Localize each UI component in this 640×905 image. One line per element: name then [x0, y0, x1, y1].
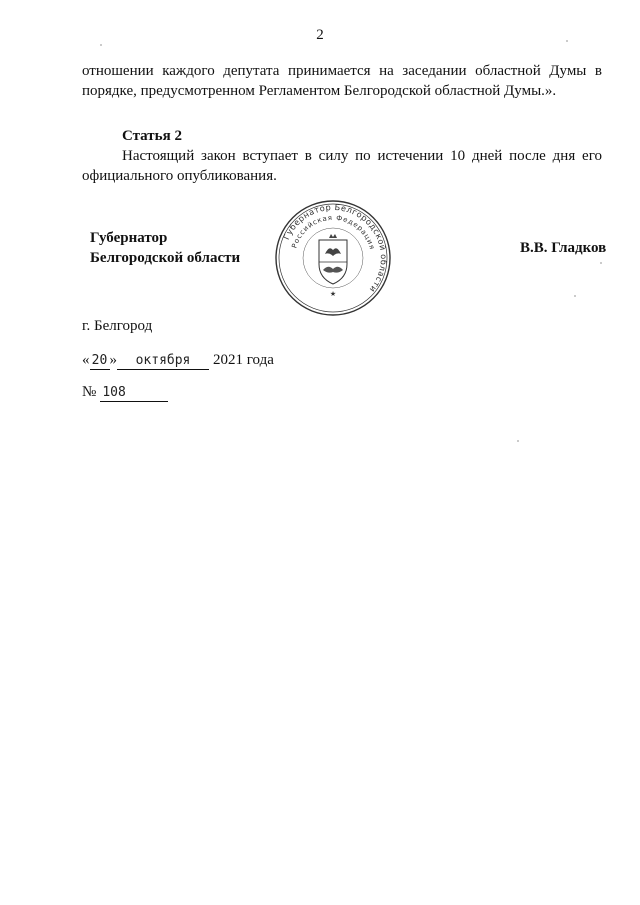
signer-title [90, 228, 240, 268]
date-open-quote: « [82, 352, 90, 368]
scan-speck [100, 44, 102, 46]
scan-speck [566, 40, 568, 42]
date-close-quote: » [109, 352, 117, 368]
signer-title-line1: Губернатор [90, 230, 168, 246]
signer-name: В.В. Гладков [520, 240, 607, 256]
date-month: октября [117, 353, 209, 370]
svg-text:★: ★ [329, 290, 337, 298]
law-number: 108 [100, 385, 168, 402]
coat-of-arms-icon [319, 234, 347, 284]
signer-title-line2: Белгородской области [90, 250, 241, 266]
continuation-paragraph: отношении каждого депутата принимается на заседании областной Думы в порядке, предусмотренном Регламентом Белгородской областной Думы.». [82, 63, 602, 99]
seal-outer-text: Губернатор Белгородской области [281, 201, 390, 295]
number-sign: № [82, 384, 97, 400]
official-seal [273, 198, 393, 318]
scan-speck [600, 262, 602, 264]
date-day: 20 [90, 353, 110, 370]
page-number: 2 [316, 27, 324, 43]
date-line [82, 352, 274, 370]
date-year: 2021 года [213, 352, 274, 368]
article-text: Настоящий закон вступает в силу по истечении 10 дней после дня его официального опубликования. [82, 148, 602, 184]
seal-graphic [273, 198, 393, 318]
scan-speck [574, 295, 576, 297]
article-heading: Статья 2 [122, 128, 182, 144]
law-number-line [82, 384, 168, 402]
place-of-signing: г. Белгород [82, 318, 153, 334]
scan-speck [517, 440, 519, 442]
seal-inner-text: Российская Федерация [290, 213, 377, 251]
